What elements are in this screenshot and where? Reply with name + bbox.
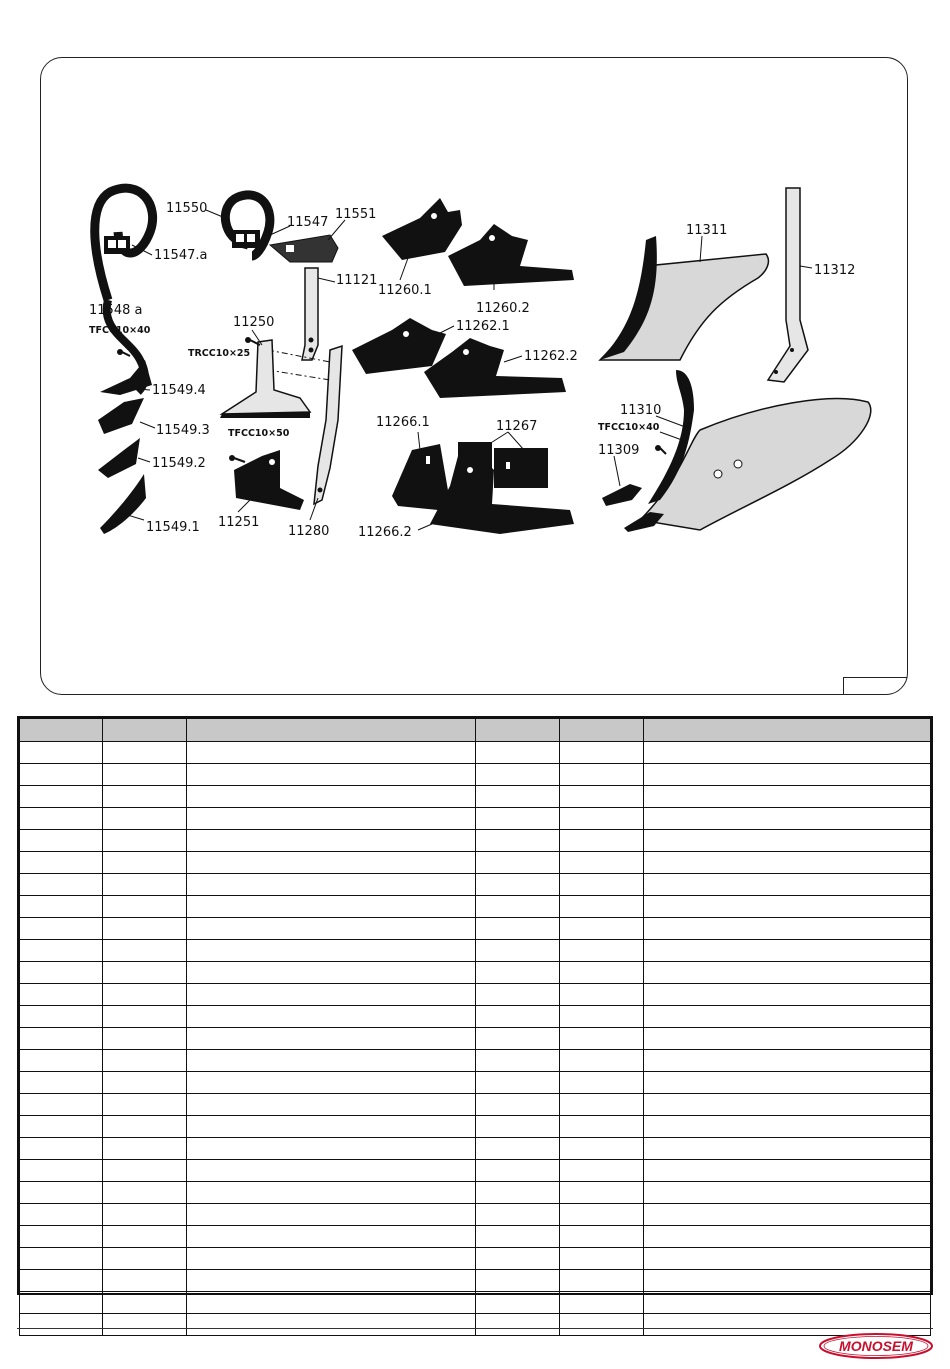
table-cell — [187, 1314, 476, 1336]
table-cell — [476, 1028, 560, 1050]
table-cell — [103, 1314, 187, 1336]
table-cell — [187, 940, 476, 962]
table-cell — [187, 852, 476, 874]
table-cell — [20, 830, 103, 852]
label-tfcc10x40-right: TFCC10×40 — [598, 422, 660, 433]
label-11260-1: 11260.1 — [378, 283, 432, 298]
table-cell — [644, 1204, 931, 1226]
table-cell — [187, 1292, 476, 1314]
table-cell — [476, 1292, 560, 1314]
table-row — [20, 1072, 931, 1094]
table-cell — [476, 1270, 560, 1292]
table-cell — [560, 984, 644, 1006]
table-cell — [560, 1028, 644, 1050]
table-cell — [103, 1006, 187, 1028]
table-row — [20, 852, 931, 874]
table-cell — [20, 984, 103, 1006]
table-cell — [20, 940, 103, 962]
table-cell — [187, 1160, 476, 1182]
table-cell — [560, 1138, 644, 1160]
table-cell — [20, 918, 103, 940]
table-cell — [476, 896, 560, 918]
shank-11121 — [302, 268, 318, 360]
table-cell — [560, 786, 644, 808]
table-cell — [187, 764, 476, 786]
table-cell — [644, 1116, 931, 1138]
table-cell — [103, 874, 187, 896]
table-cell — [187, 1138, 476, 1160]
label-11312: 11312 — [814, 263, 856, 278]
table-cell — [20, 1050, 103, 1072]
label-11309: 11309 — [598, 443, 640, 458]
table-cell — [476, 1226, 560, 1248]
table-cell — [187, 918, 476, 940]
table-cell — [187, 1094, 476, 1116]
label-11550: 11550 — [166, 201, 208, 216]
table-row — [20, 808, 931, 830]
table-row — [20, 1138, 931, 1160]
table-cell — [644, 1006, 931, 1028]
table-row — [20, 1028, 931, 1050]
table-row — [20, 1182, 931, 1204]
table-cell — [476, 984, 560, 1006]
table-header-cell — [103, 719, 187, 742]
assembly-axis-2 — [268, 370, 330, 380]
table-row — [20, 874, 931, 896]
label-11547: 11547 — [287, 215, 329, 230]
table-cell — [103, 984, 187, 1006]
table-cell — [476, 1006, 560, 1028]
table-cell — [20, 852, 103, 874]
table-cell — [103, 852, 187, 874]
bracket-11551 — [270, 235, 338, 262]
table-cell — [103, 896, 187, 918]
table-cell — [476, 962, 560, 984]
table-cell — [644, 808, 931, 830]
table-cell — [20, 1006, 103, 1028]
table-cell — [103, 808, 187, 830]
table-cell — [20, 786, 103, 808]
table-cell — [560, 940, 644, 962]
table-cell — [476, 1204, 560, 1226]
label-11266-1: 11266.1 — [376, 415, 430, 430]
table-cell — [187, 874, 476, 896]
table-cell — [644, 1248, 931, 1270]
label-11310: 11310 — [620, 403, 662, 418]
table-cell — [187, 1182, 476, 1204]
table-cell — [644, 742, 931, 764]
label-11548a: 11548 a — [89, 303, 143, 318]
table-cell — [20, 1182, 103, 1204]
table-cell — [20, 896, 103, 918]
table-cell — [20, 962, 103, 984]
table-cell — [103, 742, 187, 764]
table-row — [20, 742, 931, 764]
table-cell — [187, 742, 476, 764]
table-cell — [560, 1314, 644, 1336]
label-11551: 11551 — [335, 207, 377, 222]
assembly-axis-1 — [268, 350, 330, 362]
label-11280: 11280 — [288, 524, 330, 539]
table-cell — [476, 940, 560, 962]
table-cell — [187, 962, 476, 984]
table-cell — [560, 1072, 644, 1094]
table-cell — [476, 786, 560, 808]
label-11250: 11250 — [233, 315, 275, 330]
table-cell — [644, 918, 931, 940]
table-cell — [103, 940, 187, 962]
point-11549-2 — [98, 438, 140, 478]
table-cell — [103, 1292, 187, 1314]
table-row — [20, 1204, 931, 1226]
table-cell — [644, 1072, 931, 1094]
table-cell — [476, 808, 560, 830]
table-cell — [644, 852, 931, 874]
table-header-cell — [20, 719, 103, 742]
table-cell — [20, 1160, 103, 1182]
table-cell — [476, 1248, 560, 1270]
table-body — [20, 742, 931, 1336]
table-cell — [103, 1028, 187, 1050]
table-cell — [476, 852, 560, 874]
table-header-cell — [187, 719, 476, 742]
table-cell — [20, 1072, 103, 1094]
table-header-cell — [476, 719, 560, 742]
table-cell — [187, 808, 476, 830]
table-cell — [560, 830, 644, 852]
table-cell — [476, 830, 560, 852]
table-cell — [560, 1094, 644, 1116]
logo-text: MONOSEM — [839, 1338, 913, 1354]
table-row — [20, 1270, 931, 1292]
table-cell — [20, 1248, 103, 1270]
table-cell — [644, 1226, 931, 1248]
table-row — [20, 940, 931, 962]
table-cell — [476, 1094, 560, 1116]
table-cell — [560, 896, 644, 918]
table-cell — [644, 1028, 931, 1050]
table-cell — [187, 786, 476, 808]
label-11262-1: 11262.1 — [456, 319, 510, 334]
label-tfcc10x40-left: TFCC10×40 — [89, 325, 151, 336]
table-cell — [20, 1226, 103, 1248]
table-cell — [187, 1028, 476, 1050]
table-cell — [103, 1270, 187, 1292]
table-cell — [644, 1182, 931, 1204]
footer-rule — [17, 1328, 933, 1329]
table-cell — [187, 1248, 476, 1270]
table-cell — [103, 1072, 187, 1094]
share-11260-2 — [448, 224, 574, 286]
table-cell — [476, 918, 560, 940]
table-cell — [476, 1072, 560, 1094]
table-cell — [187, 1204, 476, 1226]
point-11549-3 — [98, 398, 144, 434]
bolt-tfcc10x40-right — [655, 445, 666, 454]
label-11121: 11121 — [336, 273, 378, 288]
table-cell — [187, 1226, 476, 1248]
bolt-tfcc10x50 — [229, 455, 245, 462]
table-cell — [20, 1094, 103, 1116]
share-11251 — [234, 450, 304, 510]
moldboard-assembly-11310 — [640, 370, 871, 530]
table-cell — [560, 808, 644, 830]
table-cell — [20, 764, 103, 786]
table-cell — [560, 1292, 644, 1314]
table-cell — [644, 896, 931, 918]
table-cell — [644, 1160, 931, 1182]
table-cell — [560, 1160, 644, 1182]
point-11549-1 — [100, 474, 146, 534]
label-tfcc10x50: TFCC10×50 — [228, 428, 290, 439]
table-cell — [20, 1270, 103, 1292]
table-cell — [103, 1226, 187, 1248]
share-11266-1 — [392, 444, 450, 510]
table-row — [20, 830, 931, 852]
table-cell — [644, 874, 931, 896]
table-cell — [20, 1138, 103, 1160]
table-cell — [187, 1072, 476, 1094]
table-cell — [20, 1116, 103, 1138]
table-cell — [560, 1270, 644, 1292]
table-row — [20, 896, 931, 918]
table-cell — [187, 984, 476, 1006]
monosem-logo — [818, 1333, 934, 1359]
label-11260-2: 11260.2 — [476, 301, 530, 316]
table-row — [20, 1094, 931, 1116]
table-cell — [644, 940, 931, 962]
table-cell — [476, 1314, 560, 1336]
table-cell — [20, 808, 103, 830]
table-cell — [103, 1094, 187, 1116]
share-11262-1 — [352, 318, 446, 374]
table-cell — [187, 830, 476, 852]
clamp-11547 — [232, 230, 260, 248]
table-row — [20, 1160, 931, 1182]
table-cell — [644, 786, 931, 808]
label-11547a: 11547.a — [154, 248, 208, 263]
table-cell — [187, 1050, 476, 1072]
table-cell — [20, 1028, 103, 1050]
table-header-cell — [644, 719, 931, 742]
table-cell — [476, 764, 560, 786]
table-cell — [103, 1182, 187, 1204]
table-cell — [560, 962, 644, 984]
table-cell — [103, 1116, 187, 1138]
table-cell — [476, 1160, 560, 1182]
table-row — [20, 1292, 931, 1314]
table-cell — [103, 1050, 187, 1072]
parts-table — [17, 716, 933, 1295]
table-cell — [560, 1182, 644, 1204]
shank-11312 — [768, 188, 808, 382]
table-row — [20, 1050, 931, 1072]
table-cell — [644, 1270, 931, 1292]
table-row — [20, 962, 931, 984]
table-row — [20, 1116, 931, 1138]
table-cell — [187, 1116, 476, 1138]
label-11251: 11251 — [218, 515, 260, 530]
table-cell — [476, 874, 560, 896]
table-cell — [103, 1160, 187, 1182]
table-cell — [560, 1204, 644, 1226]
table-cell — [644, 962, 931, 984]
table-row — [20, 1314, 931, 1336]
table-cell — [560, 1006, 644, 1028]
table-cell — [644, 1138, 931, 1160]
table-header-row — [20, 719, 931, 742]
table-cell — [103, 1138, 187, 1160]
table-row — [20, 764, 931, 786]
table-cell — [476, 1138, 560, 1160]
table-cell — [560, 918, 644, 940]
table-cell — [103, 830, 187, 852]
shank-11280 — [314, 346, 342, 504]
table-cell — [644, 984, 931, 1006]
table-cell — [560, 1050, 644, 1072]
label-11262-2: 11262.2 — [524, 349, 578, 364]
table-row — [20, 1226, 931, 1248]
table-row — [20, 984, 931, 1006]
share-11260-1 — [382, 198, 462, 260]
table-cell — [560, 1116, 644, 1138]
table-header-cell — [560, 719, 644, 742]
label-trcc10x25: TRCC10×25 — [188, 348, 251, 359]
label-11266-2: 11266.2 — [358, 525, 412, 540]
table-cell — [560, 874, 644, 896]
table-cell — [187, 1270, 476, 1292]
table-row — [20, 1248, 931, 1270]
table-cell — [560, 742, 644, 764]
share-11262-2 — [424, 338, 566, 398]
moldboard-11311 — [600, 236, 768, 360]
table-cell — [644, 1094, 931, 1116]
label-11549-3: 11549.3 — [156, 423, 210, 438]
table-cell — [103, 918, 187, 940]
table-cell — [476, 1182, 560, 1204]
table-cell — [103, 1248, 187, 1270]
label-11311: 11311 — [686, 223, 728, 238]
table-cell — [476, 1050, 560, 1072]
table-cell — [103, 962, 187, 984]
table-cell — [103, 786, 187, 808]
table-cell — [20, 874, 103, 896]
table-cell — [644, 764, 931, 786]
label-11549-2: 11549.2 — [152, 456, 206, 471]
table-cell — [644, 1292, 931, 1314]
table-row — [20, 786, 931, 808]
table-cell — [560, 1226, 644, 1248]
table-cell — [476, 1116, 560, 1138]
label-11549-4: 11549.4 — [152, 383, 206, 398]
table-row — [20, 1006, 931, 1028]
table-row — [20, 918, 931, 940]
table-cell — [560, 852, 644, 874]
clamp-11547a — [104, 236, 130, 254]
table-cell — [187, 1006, 476, 1028]
table-cell — [20, 742, 103, 764]
table-cell — [560, 764, 644, 786]
table-cell — [20, 1314, 103, 1336]
table-cell — [187, 896, 476, 918]
label-11267: 11267 — [496, 419, 538, 434]
table-cell — [20, 1204, 103, 1226]
table-cell — [103, 764, 187, 786]
table-cell — [476, 742, 560, 764]
table-cell — [20, 1292, 103, 1314]
label-11549-1: 11549.1 — [146, 520, 200, 535]
table-cell — [560, 1248, 644, 1270]
table-cell — [644, 1050, 931, 1072]
table-cell — [644, 830, 931, 852]
table-cell — [103, 1204, 187, 1226]
